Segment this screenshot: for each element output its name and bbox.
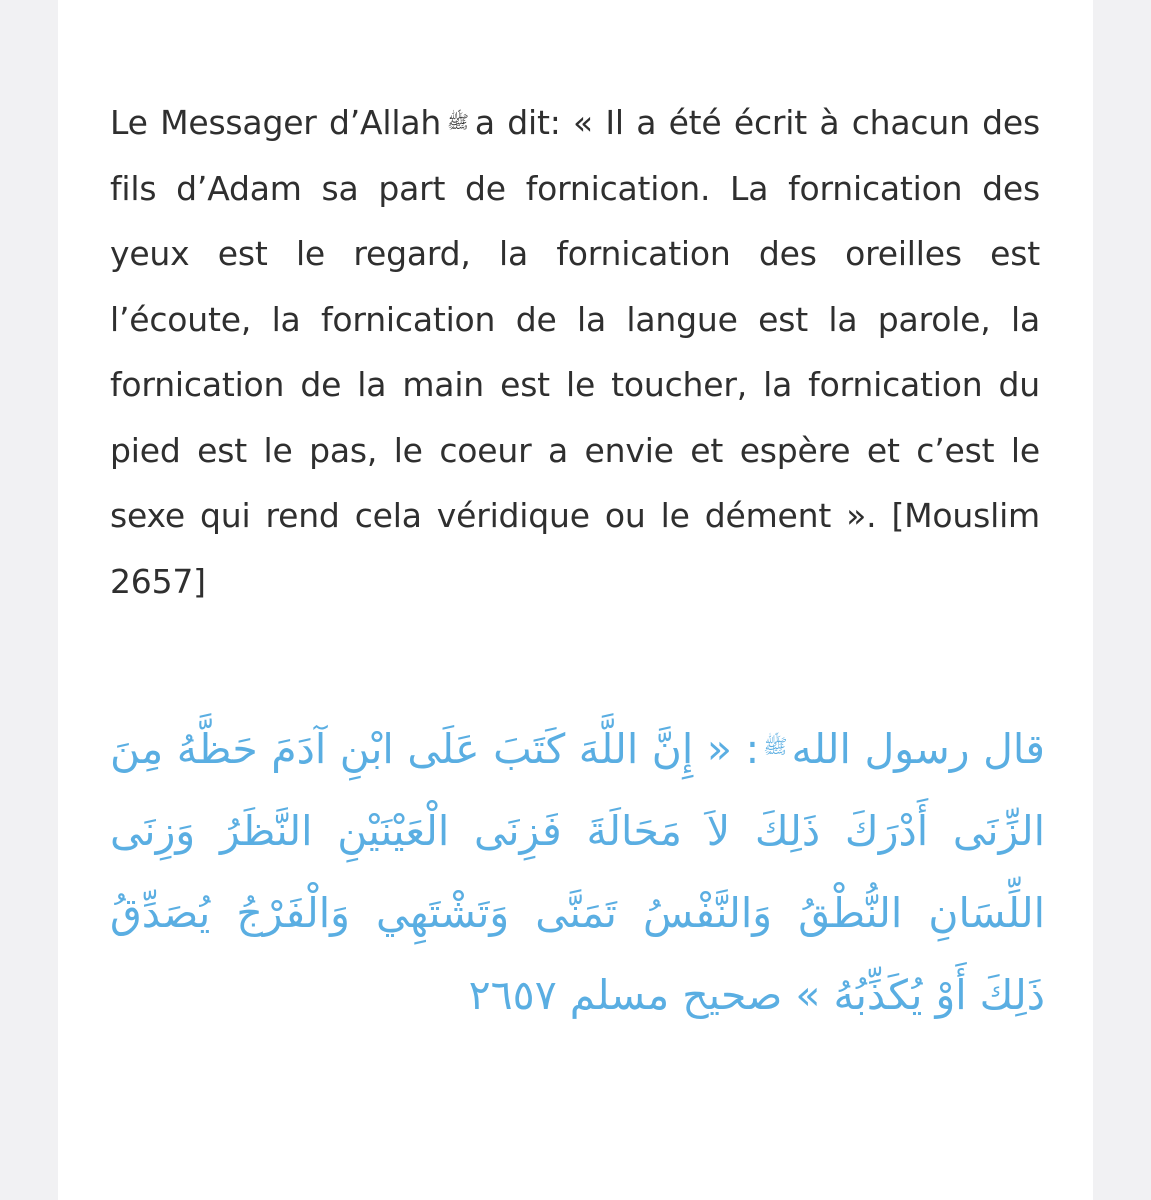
french-text-start: Le Messager d’Allah — [110, 103, 442, 142]
arabic-honorific-symbol: ﷺ — [763, 734, 788, 758]
arabic-text-rest: : « إِنَّ اللَّهَ كَتَبَ عَلَى ابْنِ آدَمَ حَظَّهُ مِنَ الزِّنَى أَدْرَكَ ذَلِكَ لاَ مَحَالَةَ فَزِنَى الْعَيْنَيْنِ النَّظَرُ وَزِنَى اللِّسَانِ النُّطْقُ وَالنَّفْسُ تَمَنَّى وَتَشْتَهِي وَالْفَرْجُ يُصَدِّقُ ذَلِكَ أَوْ يُكَذِّبُهُ » صحيح مسلم ٢٦٥٧ — [110, 725, 1045, 1019]
document-page — [58, 0, 1093, 1200]
french-text-rest: a dit: « Il a été écrit à chacun des fils d’Adam sa part de fornication. La fornication des yeux est le regard, la fornication des oreilles est l’écoute, la fornication de la langue est la parole, la fornication de la main est le toucher, la fornication du pied est le pas, le coeur a envie et espère et c’est le sexe qui rend cela véridique ou le dément ». [Mouslim 2657] — [110, 103, 1040, 601]
honorific-symbol: ﷺ — [447, 112, 469, 133]
arabic-text-start: قال رسول الله — [791, 725, 1046, 773]
arabic-hadith-text — [110, 708, 1045, 1036]
french-hadith-text — [110, 90, 1040, 614]
